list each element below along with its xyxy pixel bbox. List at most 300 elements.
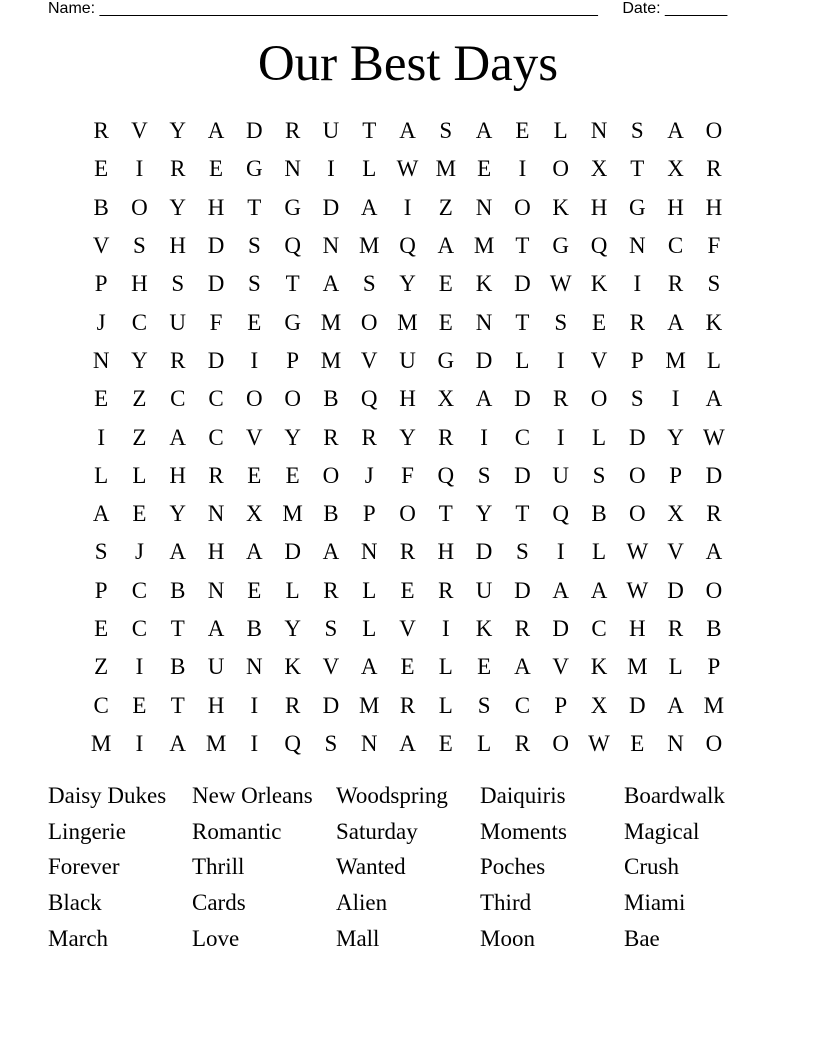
grid-letter: A <box>667 692 684 718</box>
grid-letter: I <box>633 271 642 297</box>
grid-letter: J <box>96 309 106 335</box>
grid-letter: H <box>207 194 225 220</box>
grid-letter: A <box>705 386 723 412</box>
grid-letter: I <box>518 156 527 182</box>
grid-letter: X <box>667 501 684 527</box>
grid-letter: Y <box>169 118 187 144</box>
grid-letter: S <box>439 118 453 144</box>
grid-letter: D <box>322 194 340 220</box>
word-item: Saturday <box>336 818 418 844</box>
grid-letter: R <box>284 692 301 718</box>
grid-row <box>82 189 733 227</box>
grid-letter: A <box>475 386 493 412</box>
grid-row <box>82 342 733 380</box>
grid-letter: S <box>477 462 491 488</box>
grid-letter: I <box>327 156 335 182</box>
grid-letter: N <box>667 730 684 756</box>
grid-letter: C <box>131 616 148 641</box>
grid-letter: F <box>707 233 721 259</box>
grid-row <box>82 112 733 150</box>
grid-letter: H <box>207 692 225 718</box>
word-item: March <box>48 925 109 951</box>
grid-letter: S <box>324 616 338 641</box>
grid-letter: S <box>247 271 261 297</box>
grid-letter: G <box>246 156 263 182</box>
grid-letter: U <box>169 309 187 335</box>
grid-letter: M <box>703 692 725 718</box>
grid-letter: E <box>477 156 492 182</box>
grid-letter: R <box>667 616 684 641</box>
grid-letter: R <box>323 577 339 603</box>
grid-letter: N <box>246 654 263 680</box>
grid-letter: B <box>170 654 186 680</box>
letter-grid <box>82 112 733 763</box>
grid-letter: T <box>285 271 300 297</box>
grid-letter: I <box>556 539 565 565</box>
grid-letter: Q <box>360 386 378 412</box>
grid-letter: L <box>553 118 568 144</box>
grid-letter: L <box>362 616 377 641</box>
grid-letter: V <box>552 654 570 680</box>
grid-letter: A <box>667 118 684 144</box>
grid-letter: C <box>208 386 224 412</box>
grid-letter: E <box>438 730 453 756</box>
grid-letter: L <box>706 347 721 373</box>
grid-letter: R <box>706 156 722 182</box>
word-item: Romantic <box>192 818 282 844</box>
grid-letter: H <box>169 233 187 259</box>
grid-letter: R <box>361 424 377 450</box>
grid-letter: B <box>93 194 109 220</box>
grid-letter: E <box>94 616 109 641</box>
grid-letter: E <box>400 577 415 603</box>
grid-letter: R <box>629 309 645 335</box>
grid-letter: O <box>322 462 340 488</box>
grid-letter: Y <box>399 424 416 450</box>
grid-letter: W <box>549 271 572 297</box>
word-item: Woodspring <box>336 783 448 808</box>
grid-letter: Y <box>169 194 187 220</box>
grid-letter: Z <box>132 424 147 450</box>
grid-letter: M <box>473 233 495 259</box>
grid-letter: T <box>515 233 530 259</box>
grid-letter: F <box>401 462 414 488</box>
grid-letter: C <box>208 424 224 450</box>
grid-letter: B <box>170 577 186 603</box>
grid-letter: I <box>480 424 488 450</box>
grid-letter: O <box>284 386 301 412</box>
grid-letter: X <box>437 386 455 412</box>
grid-letter: E <box>285 462 300 488</box>
grid-letter: E <box>132 692 147 718</box>
grid-letter: X <box>667 156 684 182</box>
grid-letter: G <box>628 194 646 220</box>
grid-letter: R <box>438 424 454 450</box>
grid-letter: D <box>207 233 225 259</box>
grid-letter: R <box>706 501 722 527</box>
grid-letter: Q <box>552 501 570 527</box>
grid-letter: E <box>438 309 453 335</box>
grid-letter: E <box>477 654 492 680</box>
grid-letter: I <box>250 730 259 756</box>
grid-letter: N <box>360 539 378 565</box>
grid-letter: R <box>399 539 416 565</box>
grid-letter: R <box>438 577 454 603</box>
grid-letter: L <box>591 539 607 565</box>
grid-letter: A <box>399 730 416 756</box>
grid-letter: O <box>628 501 646 527</box>
grid-letter: U <box>475 577 493 603</box>
grid-letter: I <box>135 156 144 182</box>
grid-letter: H <box>399 386 416 412</box>
grid-row <box>82 150 733 188</box>
grid-letter: P <box>630 347 644 373</box>
grid-letter: D <box>514 386 531 412</box>
grid-letter: X <box>590 692 608 718</box>
grid-letter: L <box>477 730 492 756</box>
grid-letter: L <box>668 654 683 680</box>
grid-letter: A <box>552 577 570 603</box>
grid-letter: D <box>322 692 340 718</box>
grid-letter: A <box>322 271 340 297</box>
word-item: Boardwalk <box>624 783 725 808</box>
grid-letter: H <box>131 271 148 297</box>
grid-letter: T <box>515 309 530 335</box>
grid-letter: L <box>285 577 300 603</box>
grid-letter: P <box>94 271 108 297</box>
grid-letter: V <box>92 233 110 259</box>
word-item: Miami <box>624 890 686 916</box>
grid-letter: B <box>706 616 722 641</box>
grid-letter: V <box>590 347 608 373</box>
grid-letter: P <box>669 462 682 488</box>
word-item: Daisy Dukes <box>48 783 167 808</box>
grid-letter: D <box>514 577 531 603</box>
grid-letter: N <box>628 233 646 259</box>
grid-letter: Z <box>438 194 453 220</box>
grid-letter: L <box>132 462 147 488</box>
grid-letter: D <box>246 118 263 144</box>
grid-letter: M <box>665 347 686 373</box>
grid-row <box>82 725 733 763</box>
grid-letter: I <box>250 347 259 373</box>
grid-row <box>82 457 733 495</box>
grid-letter: L <box>94 462 109 488</box>
grid-letter: Q <box>437 462 455 488</box>
grid-letter: L <box>362 156 377 182</box>
grid-letter: D <box>667 577 684 603</box>
grid-letter: O <box>705 730 723 756</box>
grid-letter: M <box>320 309 342 335</box>
grid-letter: L <box>438 654 453 680</box>
grid-letter: N <box>360 730 378 756</box>
grid-letter: T <box>630 156 645 182</box>
grid-letter: R <box>170 156 186 182</box>
grid-letter: Q <box>284 233 301 259</box>
grid-letter: O <box>705 577 723 603</box>
grid-letter: R <box>284 118 301 144</box>
grid-letter: H <box>705 194 723 220</box>
grid-letter: T <box>362 118 377 144</box>
grid-row <box>82 610 733 648</box>
grid-letter: A <box>399 118 416 144</box>
grid-letter: O <box>628 462 646 488</box>
grid-letter: P <box>362 501 376 527</box>
grid-letter: R <box>667 271 684 297</box>
grid-letter: S <box>516 539 529 565</box>
grid-letter: T <box>515 501 530 527</box>
grid-letter: A <box>360 194 378 220</box>
grid-letter: P <box>554 692 568 718</box>
word-item: Thrill <box>192 854 245 880</box>
grid-letter: C <box>93 692 109 718</box>
grid-letter: A <box>705 539 723 565</box>
grid-letter: B <box>591 501 607 527</box>
grid-letter: L <box>591 424 607 450</box>
grid-letter: C <box>170 386 186 412</box>
grid-letter: T <box>170 616 185 641</box>
grid-letter: C <box>131 309 148 335</box>
grid-letter: Y <box>667 424 684 450</box>
grid-letter: E <box>247 462 262 488</box>
grid-letter: O <box>552 730 570 756</box>
grid-letter: W <box>626 577 649 603</box>
grid-letter: D <box>475 539 493 565</box>
word-item: Poches <box>480 854 546 880</box>
grid-row <box>82 686 733 724</box>
word-item: New Orleans <box>192 783 313 808</box>
grid-letter: C <box>514 424 531 450</box>
grid-letter: S <box>630 118 644 144</box>
grid-letter: A <box>590 577 608 603</box>
grid-letter: U <box>207 654 225 680</box>
word-item: Lingerie <box>48 818 126 844</box>
grid-letter: S <box>171 271 185 297</box>
grid-letter: G <box>437 347 455 373</box>
grid-letter: H <box>590 194 608 220</box>
grid-letter: D <box>514 462 531 488</box>
word-item: Third <box>480 890 532 916</box>
word-item: Moments <box>480 818 567 844</box>
grid-letter: Y <box>131 347 148 373</box>
grid-letter: A <box>667 309 684 335</box>
grid-letter: S <box>630 386 644 412</box>
grid-letter: J <box>364 462 374 488</box>
grid-letter: N <box>92 347 110 373</box>
grid-letter: A <box>207 616 225 641</box>
grid-letter: I <box>250 692 259 718</box>
grid-letter: A <box>514 654 531 680</box>
grid-letter: G <box>284 194 301 220</box>
grid-letter: R <box>323 424 339 450</box>
word-item: Crush <box>624 854 679 880</box>
grid-row <box>82 495 733 533</box>
grid-letter: U <box>322 118 340 144</box>
grid-letter: U <box>399 347 416 373</box>
grid-letter: E <box>94 386 109 412</box>
grid-letter: E <box>515 118 530 144</box>
grid-letter: Q <box>399 233 416 259</box>
grid-letter: A <box>207 118 225 144</box>
grid-letter: R <box>514 616 531 641</box>
grid-letter: R <box>399 692 416 718</box>
grid-letter: Y <box>399 271 416 297</box>
word-list <box>48 780 768 958</box>
grid-letter: Q <box>590 233 608 259</box>
grid-letter: H <box>207 539 225 565</box>
page-title: Our Best Days <box>257 36 559 92</box>
grid-letter: P <box>94 577 108 603</box>
grid-letter: I <box>441 616 450 641</box>
grid-letter: C <box>514 692 531 718</box>
word-item: Black <box>48 890 102 916</box>
grid-letter: E <box>400 654 415 680</box>
grid-letter: E <box>247 309 262 335</box>
grid-letter: M <box>397 309 418 335</box>
grid-letter: D <box>705 462 723 488</box>
grid-letter: V <box>246 424 263 450</box>
grid-letter: M <box>320 347 342 373</box>
grid-letter: V <box>667 539 684 565</box>
grid-letter: O <box>705 118 723 144</box>
grid-letter: K <box>475 271 493 297</box>
grid-letter: E <box>247 577 262 603</box>
word-item: Daiquiris <box>480 783 566 808</box>
grid-letter: E <box>438 271 453 297</box>
word-item: Cards <box>192 890 246 916</box>
grid-letter: V <box>322 654 340 680</box>
grid-letter: V <box>360 347 378 373</box>
grid-letter: A <box>169 539 187 565</box>
grid-letter: R <box>553 386 569 412</box>
grid-letter: Q <box>284 730 301 756</box>
grid-letter: O <box>552 156 570 182</box>
grid-letter: S <box>133 233 146 259</box>
grid-letter: A <box>322 539 340 565</box>
grid-letter: I <box>135 654 144 680</box>
grid-letter: U <box>552 462 570 488</box>
grid-letter: K <box>705 309 723 335</box>
grid-letter: O <box>514 194 531 220</box>
grid-letter: R <box>93 118 109 144</box>
grid-letter: L <box>515 347 530 373</box>
grid-letter: I <box>671 386 680 412</box>
grid-letter: M <box>627 654 648 680</box>
grid-letter: L <box>362 577 377 603</box>
grid-letter: G <box>284 309 301 335</box>
grid-letter: S <box>707 271 721 297</box>
grid-letter: T <box>438 501 453 527</box>
grid-letter: O <box>246 386 263 412</box>
grid-letter: A <box>475 118 493 144</box>
grid-letter: K <box>552 194 570 220</box>
grid-letter: M <box>205 730 227 756</box>
word-item: Bae <box>624 925 660 951</box>
grid-letter: P <box>707 654 721 680</box>
grid-letter: D <box>284 539 301 565</box>
grid-row <box>82 418 733 456</box>
grid-letter: S <box>554 309 568 335</box>
grid-letter: W <box>626 539 649 565</box>
grid-letter: D <box>514 271 531 297</box>
grid-letter: S <box>477 692 491 718</box>
grid-letter: Y <box>169 501 187 527</box>
grid-letter: V <box>399 616 416 641</box>
grid-letter: C <box>591 616 607 641</box>
grid-letter: A <box>437 233 455 259</box>
grid-letter: J <box>134 539 144 565</box>
grid-letter: I <box>556 347 565 373</box>
grid-letter: A <box>360 654 378 680</box>
grid-row <box>82 303 733 341</box>
grid-letter: S <box>324 730 338 756</box>
grid-letter: R <box>514 730 531 756</box>
grid-letter: I <box>135 730 144 756</box>
grid-letter: T <box>247 194 262 220</box>
grid-letter: M <box>359 692 380 718</box>
grid-letter: N <box>475 194 493 220</box>
grid-letter: I <box>97 424 105 450</box>
grid-letter: I <box>403 194 412 220</box>
grid-letter: W <box>588 730 610 756</box>
grid-letter: Y <box>284 616 301 641</box>
grid-letter: N <box>207 501 225 527</box>
name-field: Name: ________________________________________________________ <box>48 0 598 17</box>
grid-letter: E <box>94 156 109 182</box>
grid-letter: E <box>630 730 645 756</box>
grid-letter: O <box>131 194 148 220</box>
grid-letter: D <box>475 347 493 373</box>
grid-letter: B <box>246 616 262 641</box>
grid-row <box>82 533 733 571</box>
grid-letter: E <box>132 501 147 527</box>
grid-letter: M <box>90 730 112 756</box>
grid-letter: N <box>590 118 608 144</box>
word-item: Forever <box>48 854 120 880</box>
grid-letter: S <box>94 539 108 565</box>
grid-letter: E <box>591 309 607 335</box>
grid-letter: N <box>207 577 225 603</box>
grid-letter: H <box>667 194 684 220</box>
word-item: Love <box>192 925 240 951</box>
grid-letter: X <box>246 501 263 527</box>
grid-letter: A <box>92 501 110 527</box>
grid-letter: I <box>556 424 565 450</box>
grid-letter: H <box>628 616 646 641</box>
grid-letter: Y <box>475 501 493 527</box>
header-fields <box>48 0 727 18</box>
grid-row <box>82 380 733 418</box>
grid-letter: O <box>590 386 608 412</box>
grid-letter: K <box>590 654 608 680</box>
word-item: Wanted <box>336 854 406 880</box>
grid-letter: O <box>360 309 378 335</box>
grid-letter: O <box>399 501 416 527</box>
grid-letter: F <box>209 309 223 335</box>
grid-letter: M <box>435 156 457 182</box>
grid-letter: D <box>628 424 646 450</box>
grid-letter: W <box>396 156 419 182</box>
grid-letter: T <box>170 692 185 718</box>
grid-letter: S <box>247 233 261 259</box>
grid-row <box>82 227 733 265</box>
grid-letter: P <box>286 347 300 373</box>
word-item: Moon <box>480 925 535 951</box>
grid-letter: N <box>475 309 493 335</box>
word-item: Mall <box>336 925 380 951</box>
grid-letter: A <box>246 539 263 565</box>
grid-letter: Z <box>94 654 109 680</box>
